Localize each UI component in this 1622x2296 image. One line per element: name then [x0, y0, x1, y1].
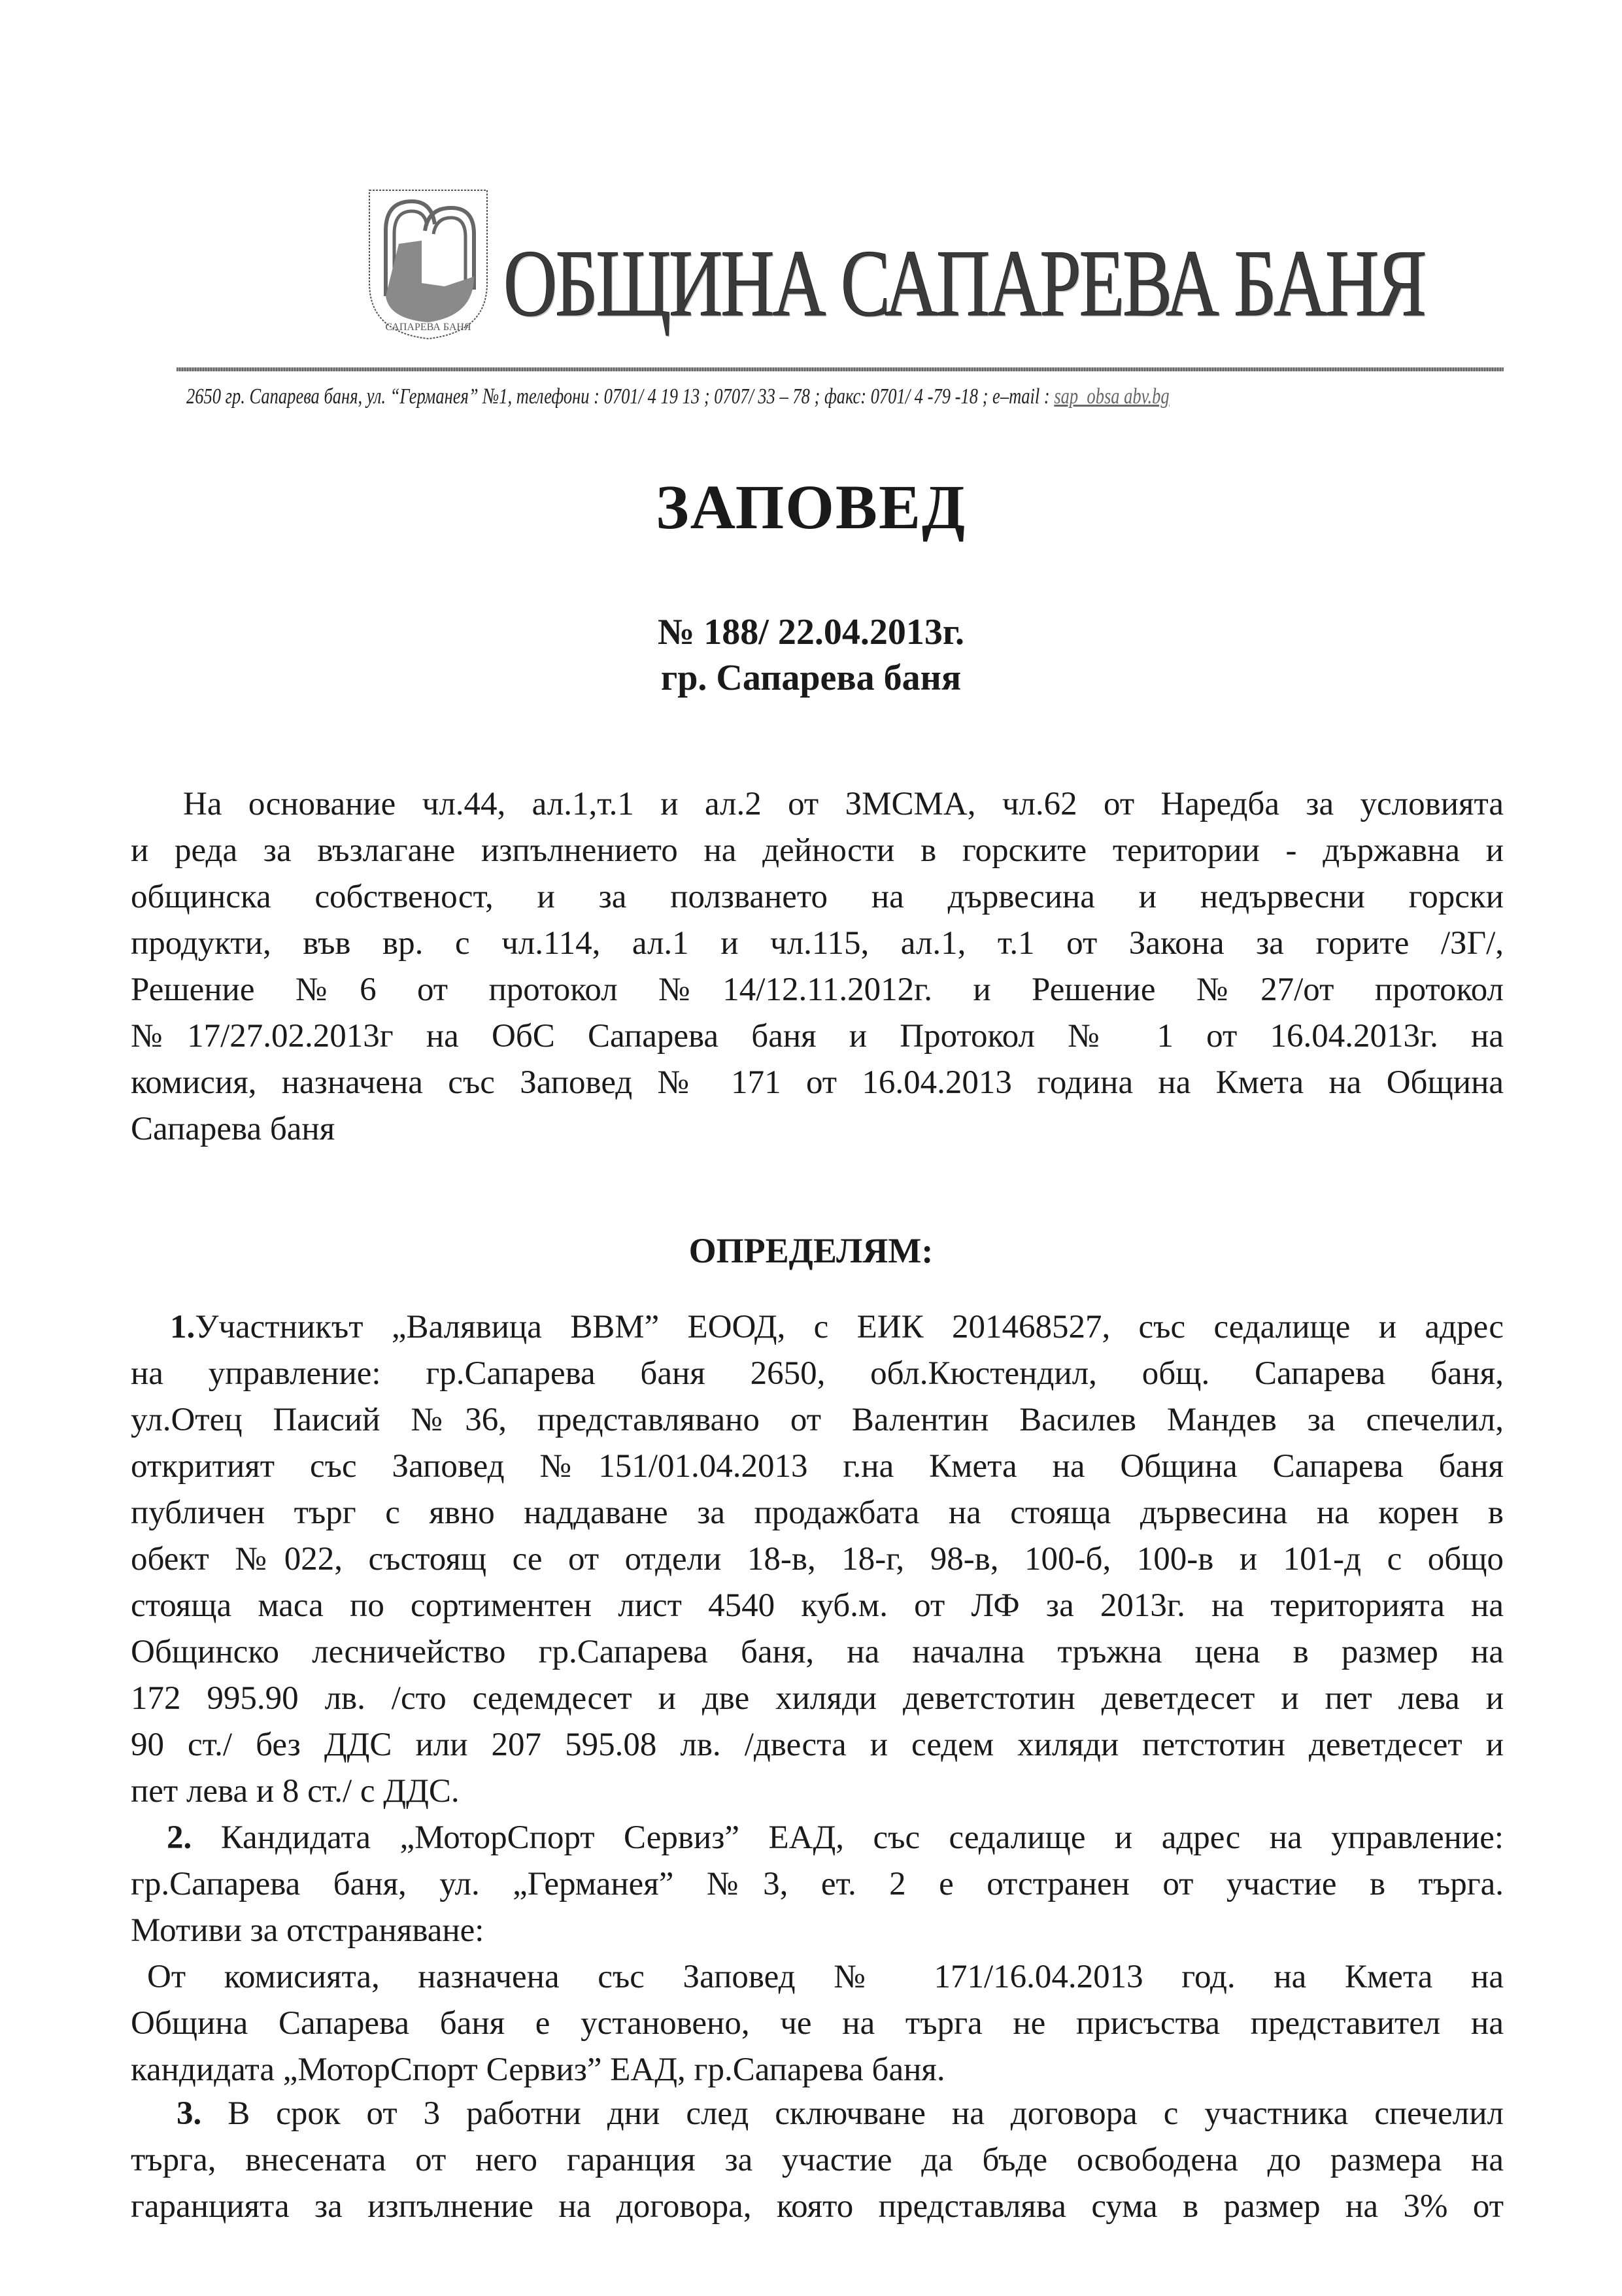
preamble-line: №17/27.02.2013г на ОбС Сапарева баня и Протокол № 1 от 16.04.2013г. на — [131, 1018, 1504, 1055]
item-line: 2. Кандидата „МоторСпорт Сервиз” ЕАД, със седалище и адрес на управление: — [167, 1819, 1504, 1856]
preamble-line: общинска собственост, и за ползването на дървесина и недървесни горски — [131, 879, 1504, 915]
preamble-line: Сапарева баня — [131, 1111, 335, 1147]
item-number: 2. — [167, 1819, 192, 1856]
item-line: търга, внесената от него гаранция за участие да бъде освободена до размера на — [131, 2142, 1504, 2178]
item-line: 3. В срок от 3 работни дни след сключване на договора с участника спечелил — [177, 2095, 1504, 2132]
preamble-line: и реда за възлагане изпълнението на дейности в горските територии - държавна и — [131, 832, 1504, 869]
item-line: 172 995.90 лв. /сто седемдесет и две хиляди деветстотин деветдесет и пет лева и — [131, 1680, 1504, 1717]
item-2-paragraph — [131, 1815, 1504, 2093]
item-line: пет лева и 8 ст./ с ДДС. — [131, 1773, 460, 1810]
item-line: 90 ст./ без ДДС или 207 595.08 лв. /двеста и седем хиляди петстотин деветдесет и — [131, 1727, 1504, 1763]
order-number: № 188/ 22.04.2013г. — [658, 612, 964, 652]
item-line: гр.Сапарева баня, ул. „Германея” №3, ет. 2 е отстранен от участие в търга. — [131, 1866, 1504, 1902]
municipality-coat-of-arms-icon — [363, 185, 494, 342]
item-line: публичен търг с явно наддаване за продажбата на стояща дървесина на корен в — [131, 1494, 1504, 1531]
item-line: Общинско лесничейство гр.Сапарева баня, на начална тръжна цена в размер на — [131, 1634, 1504, 1670]
document-title: ЗАПОВЕД — [655, 472, 967, 542]
contact-address-phones: 2650 гр. Сапарева баня, ул. “Германея” №1, телефони : 0701/ 4 19 13 ; 0707/ 33 – 78 ; факс: 0701/ 4 -79 -18 ; e–mail : — [186, 384, 1055, 409]
organization-name: ОБЩИНА САПАРЕВА БАНЯ — [503, 230, 1425, 336]
svg-text:САПАРЕВА БАНЯ: САПАРЕВА БАНЯ — [385, 322, 471, 333]
item-number: 3. — [177, 2095, 202, 2132]
email-link[interactable]: sap_obsa abv.bg — [1054, 384, 1170, 409]
item-line: гаранцията за изпълнение на договора, която представлява сума в размер на 3% от — [131, 2188, 1504, 2225]
item-number: 1. — [170, 1309, 195, 1345]
letterhead — [0, 0, 1622, 431]
item-line: Мотиви за отстраняване: — [131, 1912, 484, 1949]
order-city: гр. Сапарева баня — [660, 658, 962, 698]
item-line: стояща маса по сортиментен лист 4540 куб.м. от ЛФ за 2013г. на територията на — [131, 1587, 1504, 1624]
preamble-line: продукти, във вр. с чл.114, ал.1 и чл.115, ал.1, т.1 от Закона за горите /ЗГ/, — [131, 925, 1504, 962]
item-line: От комисията, назначена със Заповед № 171/16.04.2013 год. на Кмета на — [147, 1959, 1504, 1995]
item-1-paragraph — [131, 1304, 1504, 1815]
letterhead-divider — [177, 367, 1504, 371]
item-line: Община Сапарева баня е установено, че на търга не присъства представител на — [131, 2005, 1504, 2042]
item-line: ул.Отец Паисий №36, представлявано от Валентин Василев Мандев за спечелил, — [131, 1402, 1504, 1438]
item-line: 1.Участникът „Валявица ВВМ” ЕООД, с ЕИК 201468527, със седалище и адрес — [170, 1309, 1504, 1345]
item-line: откритият със Заповед №151/01.04.2013 г.на Кмета на Община Сапарева баня — [131, 1448, 1504, 1485]
section-heading: ОПРЕДЕЛЯМ: — [688, 1231, 934, 1270]
item-line: на управление: гр.Сапарева баня 2650, обл.Кюстендил, общ. Сапарева баня, — [131, 1355, 1504, 1392]
contact-info — [186, 384, 1170, 409]
preamble-paragraph — [131, 781, 1504, 1153]
item-line: обект №022, състоящ се от отдели 18-в, 18-г, 98-в, 100-б, 100-в и 101-д с общо — [131, 1541, 1504, 1578]
preamble-line: Решение №6 от протокол №14/12.11.2012г. и Решение №27/от протокол — [131, 971, 1504, 1008]
preamble-line: На основание чл.44, ал.1,т.1 и ал.2 от ЗМСМА, чл.62 от Наредба за условията — [183, 786, 1504, 822]
item-3-paragraph — [131, 2091, 1504, 2230]
preamble-line: комисия, назначена със Заповед № 171 от 16.04.2013 година на Кмета на Община — [131, 1064, 1504, 1101]
item-line: кандидата „МоторСпорт Сервиз” ЕАД, гр.Сапарева баня. — [131, 2051, 945, 2088]
